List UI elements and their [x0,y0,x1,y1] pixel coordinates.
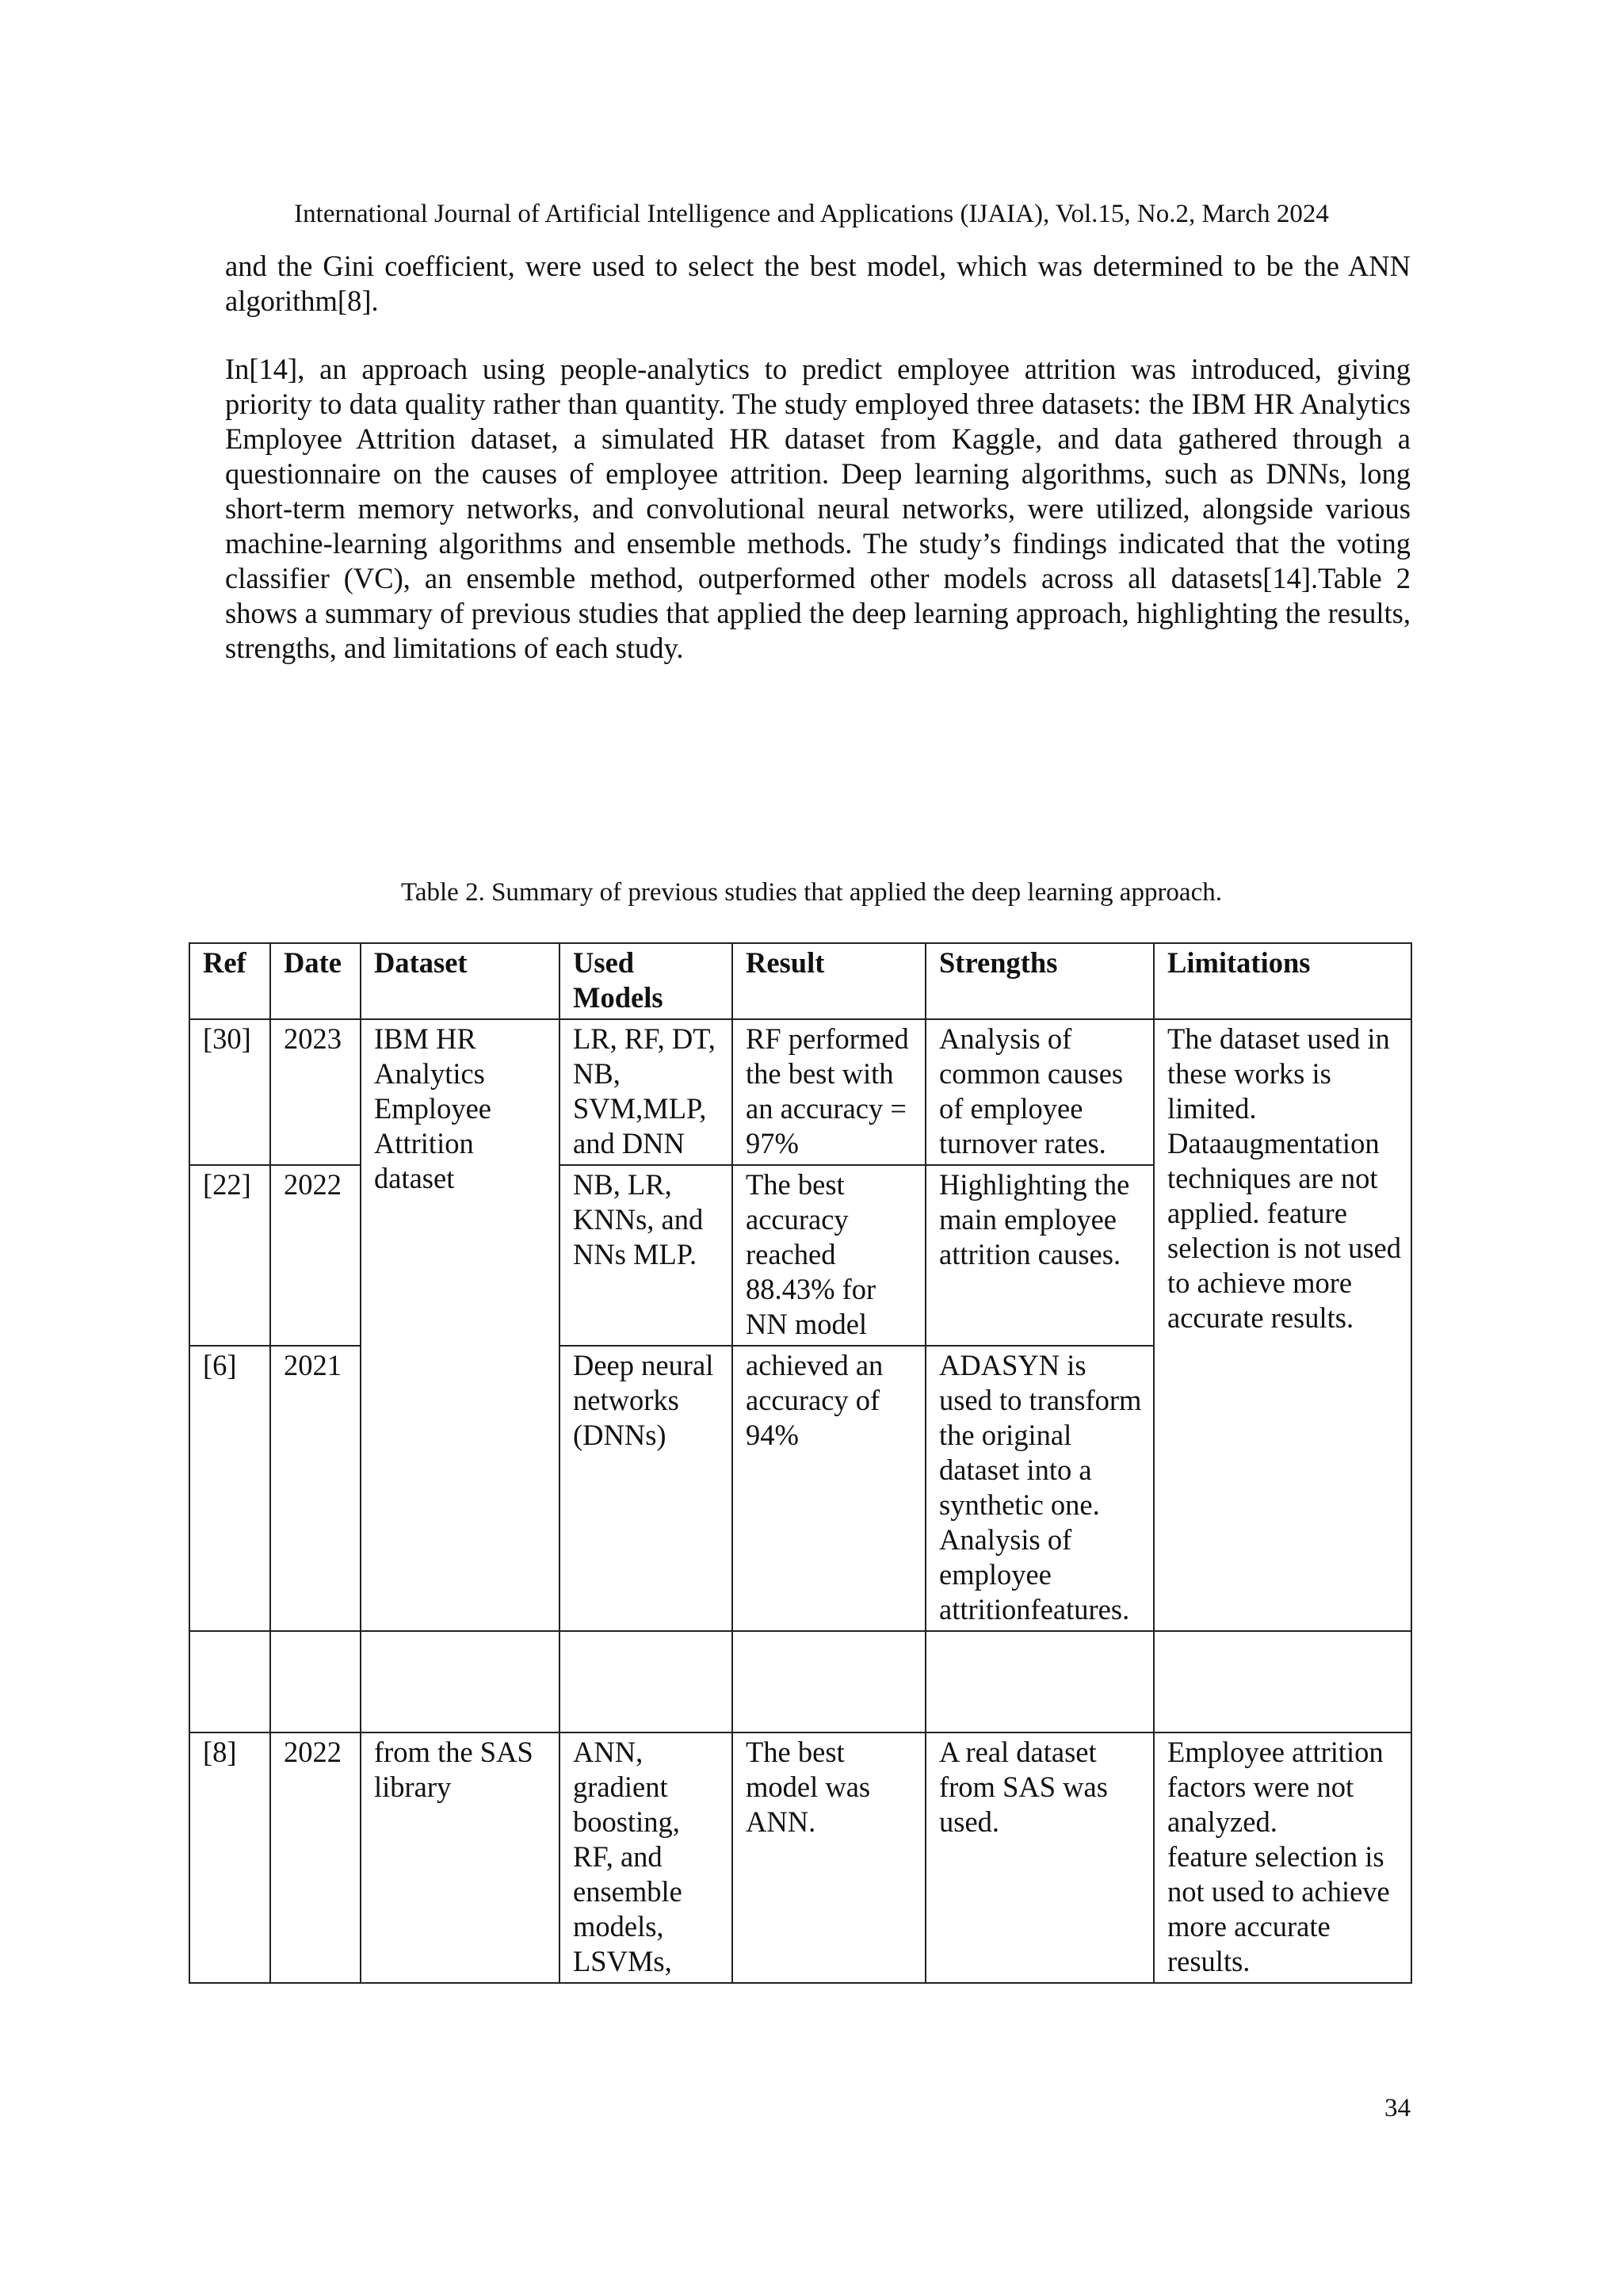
cell-strengths: Highlighting the main employee attrition causes. [926,1165,1154,1346]
cell-result: achieved an accuracy of 94% [732,1346,926,1631]
cell-ref: [22] [189,1165,270,1346]
cell-strengths [926,1346,1154,1631]
limitation-line: Employee attrition factors were not analyzed. [1167,1736,1384,1838]
page-number: 34 [1384,2094,1411,2122]
limitation-line: feature selection is not used to achieve more accurate results. [1167,1840,1390,1977]
cell-models: NB, LR, KNNs, and NNs MLP. [559,1165,732,1346]
cell-date: 2022 [270,1733,361,1983]
cell-empty [559,1631,732,1733]
strength-line: ADASYN is used to transform the original dataset into a synthetic one. [939,1349,1142,1521]
cell-ref: [8] [189,1733,270,1983]
header-limitations: Limitations [1154,943,1411,1019]
cell-limitations [1154,1733,1411,1983]
cell-date: 2023 [270,1019,361,1165]
table-row [189,1019,1411,1165]
journal-header: International Journal of Artificial Intelligence and Applications (IJAIA), Vol.15, No.2, March 2024 [294,200,1329,228]
cell-result: RF performed the best with an accuracy = 97% [732,1019,926,1165]
header-strengths: Strengths [926,943,1154,1019]
cell-date: 2022 [270,1165,361,1346]
cell-empty [361,1631,559,1733]
summary-table [189,942,1412,1984]
header-ref: Ref [189,943,270,1019]
table-spacer-row [189,1631,1411,1733]
header-dataset: Dataset [361,943,559,1019]
paragraph-2: In[14], an approach using people-analytics to predict employee attrition was introduced, giving priority to data quality rather than quantity. The study employed three datasets: the IBM HR Analytics Employee Attrition dataset, a simulated HR dataset from Kaggle, and data gathered through a questionnaire on the causes of employee attrition. Deep learning algorithms, such as DNNs, long short-term memory networks, and convolutional neural networks, were utilized, alongside various machine-learning algorithms and ensemble methods. The study’s findings indicated that the voting classifier (VC), an ensemble method, outperformed other models across all datasets[14].Table 2 shows a summary of previous studies that applied the deep learning approach, highlighting the results, strengths, and limitations of each study. [225,353,1411,664]
cell-limitations: The dataset used in these works is limited. Dataaugmentation techniques are not applied. feature selection is not used to achieve more accurate results. [1154,1019,1411,1631]
cell-empty [189,1631,270,1733]
table-header-row [189,943,1411,1019]
cell-empty [926,1631,1154,1733]
cell-ref: [30] [189,1019,270,1165]
cell-models: LR, RF, DT, NB, SVM,MLP, and DNN [559,1019,732,1165]
cell-dataset: from the SAS library [361,1733,559,1983]
cell-empty [1154,1631,1411,1733]
cell-date: 2021 [270,1346,361,1631]
cell-empty [270,1631,361,1733]
cell-models: Deep neural networks (DNNs) [559,1346,732,1631]
strength-line: Analysis of employee attritionfeatures. [939,1523,1130,1626]
cell-ref: [6] [189,1346,270,1631]
header-result: Result [732,943,926,1019]
cell-dataset: IBM HR Analytics Employee Attrition dataset [361,1019,559,1631]
paragraph-1: and the Gini coefficient, were used to select the best model, which was determined to be the ANN algorithm[8]. [225,250,1411,317]
header-used-models: Used Models [559,943,732,1019]
table-row [189,1733,1411,1983]
cell-strengths: Analysis of common causes of employee turnover rates. [926,1019,1154,1165]
cell-result: The best model was ANN. [732,1733,926,1983]
cell-strengths: A real dataset from SAS was used. [926,1733,1154,1983]
cell-models: ANN, gradient boosting, RF, and ensemble models, LSVMs, [559,1733,732,1983]
table-caption: Table 2. Summary of previous studies that applied the deep learning approach. [401,878,1222,907]
cell-empty [732,1631,926,1733]
header-date: Date [270,943,361,1019]
cell-result: The best accuracy reached 88.43% for NN model [732,1165,926,1346]
